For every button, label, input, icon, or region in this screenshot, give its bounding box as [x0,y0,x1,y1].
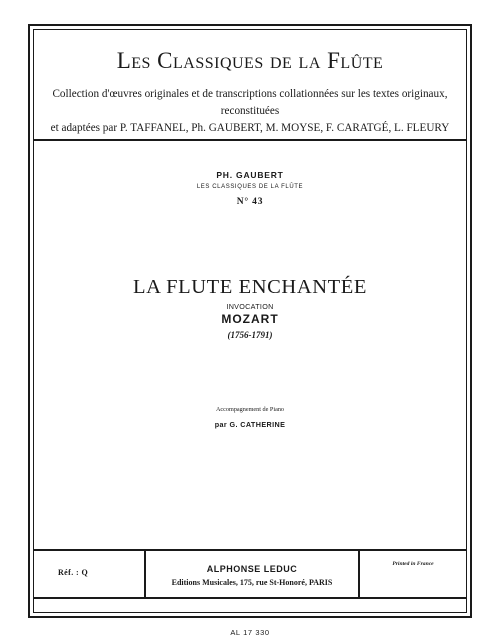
publisher-footer [34,549,466,599]
publisher-address: Editions Musicales, 175, rue St-Honoré, PARIS [171,578,333,587]
accompaniment-note: Accompagnement de Piano [215,406,285,413]
arranger-credit: par G. CATHERINE [214,420,286,429]
collection-note [48,86,452,137]
work-title: LA FLUTE ENCHANTÉE [133,276,367,298]
series-header [34,30,466,141]
footer-divider [358,551,360,597]
reference-label: Réf. : Q [58,568,89,577]
cover-inner-frame [33,29,467,613]
cover-frame [28,24,472,618]
collection-note-line2: et adaptées par P. TAFFANEL, Ph. GAUBERT, M. MOYSE, F. CARATGÉ, L. FLEURY [50,122,450,134]
series-title: Les Classiques de la Flûte [116,48,384,73]
series-name: LES CLASSIQUES DE LA FLÛTE [196,184,304,190]
composer-dates: (1756-1791) [227,330,273,340]
printed-in-note: Printed in France [392,561,434,567]
publisher-name: ALPHONSE LEDUC [206,564,298,574]
catalogue-number: N° 43 [236,197,264,207]
composer-credit: PH. GAUBERT [216,170,284,180]
work-subtitle: INVOCATION [226,302,274,311]
plate-number: AL 17 330 [230,628,270,637]
footer-divider [144,551,146,597]
collection-note-line1: Collection d'œuvres originales et de transcriptions collationnées sur les textes originaux, reconstituées [52,88,448,117]
composer-name: MOZART [221,312,279,326]
